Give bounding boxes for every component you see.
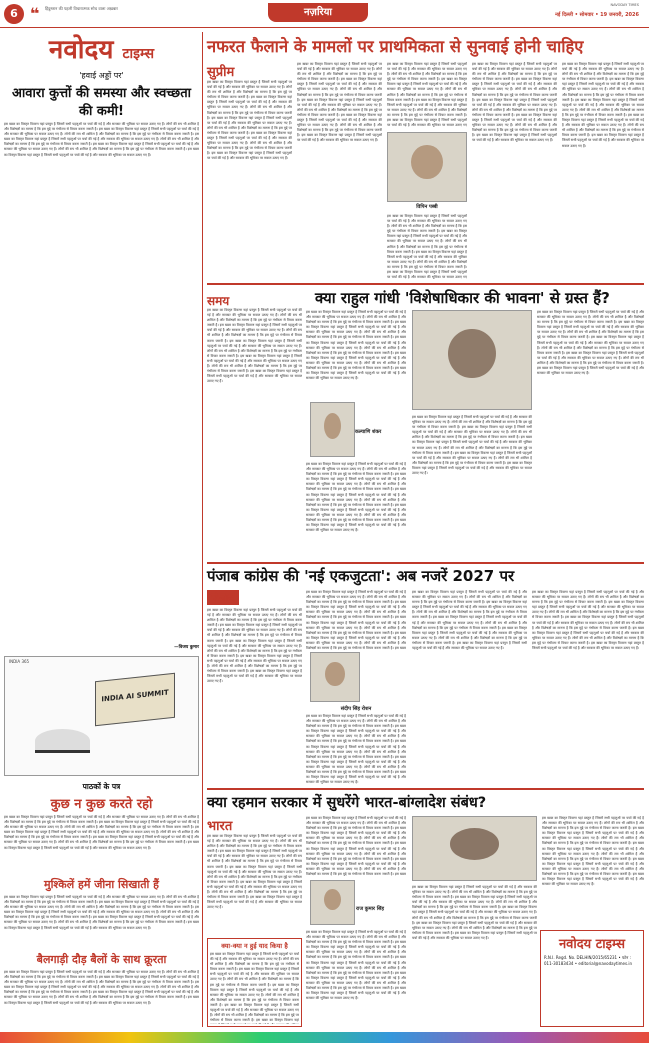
article-3-col-2b [306, 714, 406, 784]
article-1-body-area [207, 62, 644, 280]
article-3-col-2a [306, 590, 406, 650]
article-3-col-1 [207, 608, 302, 784]
cartoon-screen: INDIA AI SUMMIT [95, 673, 175, 726]
article-2-headline: क्या राहुल गांधी 'विशेषाधिकार की भावना' से ग्रस्त हैं? [315, 289, 610, 307]
article-2-col-4 [537, 310, 644, 558]
article-2-kicker: समय [207, 294, 230, 308]
column-divider [202, 32, 203, 1027]
article-2-caption: कल्याणि शंकर [355, 429, 382, 435]
article-3-photo [310, 652, 360, 702]
imprint-details: R.N.I. Regd. No. DELHIN/2015/65231 • फोन : 011-30183434 • editorial@navodaytimes.in [544, 955, 632, 966]
letter-1-title: कुछ न कुछ करते रहो [50, 797, 153, 812]
letters-heading: पाठकों के पत्र [82, 782, 121, 791]
article-1-headline: नफरत फैलाने के मामलों पर प्राथमिकता से सुनवाई होनी चाहिए [207, 37, 584, 56]
article-4-col-2a [306, 816, 406, 876]
article-punjab-congress [207, 566, 644, 586]
letter-1-body [4, 815, 199, 875]
article-1-photo [387, 132, 467, 202]
masthead-domain: NAVODAY TIMES [610, 3, 639, 7]
brand-logo: नवोदय टाइम्स [48, 35, 155, 65]
article-4-col-3 [412, 885, 537, 1027]
imprint-box [540, 930, 644, 1027]
article-4-large-photo [412, 816, 537, 881]
article-2-col-3 [412, 415, 532, 558]
page-number: 6 [4, 4, 24, 24]
editorial-label: 'हवाई अड्डों पर' [79, 71, 124, 80]
article-3-caption: संदीप सिंह रोशन [340, 706, 372, 712]
article-1-col-2 [297, 62, 382, 280]
editorial-body [4, 122, 199, 642]
letter-3-body [4, 970, 199, 1015]
article-3-col-3 [412, 590, 527, 784]
masthead-tagline: हिंदुस्तान की पहली विचारात्मक सोच वाला अख़बार [45, 6, 118, 11]
poem-title: क्या-क्या न हुई याद किया है [221, 942, 288, 950]
article-1-col-1 [207, 80, 292, 280]
section-rule [207, 562, 644, 564]
letter-2-body [4, 895, 199, 950]
article-3-col-4 [532, 590, 644, 784]
dog-illustration [35, 729, 90, 753]
dateline: नई दिल्ली • सोमवार • 19 जनवरी, 2026 [555, 12, 639, 18]
cartoon [4, 656, 199, 776]
article-2-photo [310, 402, 355, 457]
article-1-col-3b [387, 214, 467, 280]
article-2-large-photo [412, 310, 532, 410]
article-1-caption: विपिन पब्बी [416, 204, 438, 210]
article-2-col-1 [207, 308, 302, 558]
section-title: नज़रिया [268, 3, 368, 22]
article-hate-speech [207, 34, 644, 57]
letter-2-title: मुश्किलें हमें जीना सिखाती हैं [44, 878, 159, 891]
poem-body [210, 952, 299, 1024]
article-2-col-2b [306, 462, 406, 558]
article-4-photo [310, 880, 355, 925]
footer-color-strip [0, 1032, 649, 1043]
article-1-col-5 [562, 62, 644, 280]
poem-box [207, 938, 302, 1027]
letters-section [4, 782, 199, 1015]
editorial-byline: —विजय कुमार [174, 645, 199, 650]
page-header [0, 0, 649, 28]
letter-3-title: बैलगाड़ी दौड़ बैलों के साथ क्रूरता [36, 953, 167, 966]
left-column [4, 32, 199, 1037]
article-4-caption: राज कुमार सिंह [356, 906, 385, 912]
section-rule [207, 283, 644, 285]
article-1-col-3a [387, 62, 467, 128]
article-2-col-2a [306, 310, 406, 398]
article-3-headline: पंजाब कांग्रेस की 'नई एकजुटता': अब नजरें 2027 पर [207, 567, 515, 585]
imprint-title: नवोदय टाइम्स [558, 937, 626, 952]
article-4-kicker: भारत [207, 819, 233, 834]
article-4-headline: क्या रहमान सरकार में सुधरेंगे भारत-बांग्लादेश संबंध? [207, 795, 487, 811]
article-4-col-4 [542, 816, 644, 926]
quote-mark-icon: ❝ [30, 4, 40, 23]
section-rule [207, 788, 644, 790]
editorial-title: आवारा कुत्तों की समस्या और स्वच्छता की कमी! [12, 86, 191, 119]
article-4-col-1 [207, 834, 302, 934]
cartoon-label: INDIA 365 [9, 659, 30, 664]
article-1-col-4 [472, 62, 557, 280]
article-bangladesh [207, 792, 644, 812]
article-3-kicker: पंजाब [207, 590, 239, 605]
article-1-kicker: सुप्रीम [207, 65, 235, 80]
article-4-col-2b [306, 930, 406, 1027]
